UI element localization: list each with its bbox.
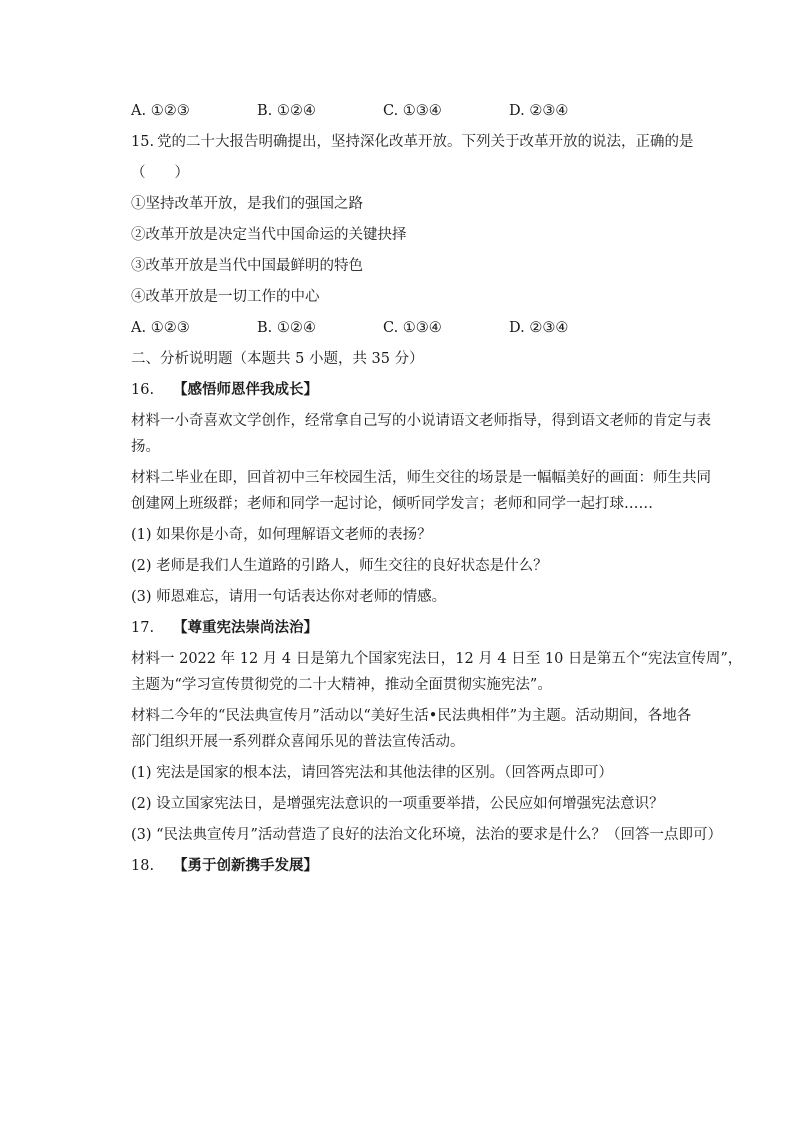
q16-line: 材料一小奇喜欢文学创作，经常拿自己写的小说请语文老师指导，得到语文老师的肯定与表 (131, 413, 711, 429)
q17-title: 【尊重宪法崇尚法治】 (173, 619, 318, 636)
option-c[interactable]: C. ①③④ (383, 103, 442, 119)
q17-heading (131, 617, 691, 648)
page-content (131, 100, 743, 886)
q15-stem: 党的二十大报告明确提出，坚持深化改革开放。下列关于改革开放的说法，正确的是 (157, 134, 694, 150)
q16-number: 16. (131, 382, 155, 398)
q15-statement-4: ④改革开放是一切工作的中心 (131, 289, 320, 305)
q18-heading (131, 855, 691, 886)
q14-options (131, 100, 691, 131)
q15-stem-line-1 (131, 131, 694, 162)
q15-options (131, 317, 691, 348)
q17-number: 17. (131, 620, 155, 636)
section-title: 二、分析说明题（本题共 5 小题，共 35 分） (131, 351, 424, 367)
q16-subquestion-2: (2) 老师是我们人生道路的引路人，师生交往的良好状态是什么？ (131, 558, 548, 574)
q16-line: 创建网上班级群；老师和同学一起讨论，倾听同学发言；老师和同学一起打球…… (131, 496, 653, 512)
option-a[interactable]: A. ①②③ (131, 320, 190, 336)
q15-statement-3: ③改革开放是当代中国最鲜明的特色 (131, 258, 363, 274)
q16-line: 材料二毕业在即，回首初中三年校园生活，师生交往的场景是一幅幅美好的画面：师生共同 (131, 470, 711, 486)
q17-subquestion-2: (2) 设立国家宪法日，是增强宪法意识的一项重要举措，公民应如何增强宪法意识？ (131, 796, 664, 812)
q15-number: 15. (131, 134, 155, 150)
option-b[interactable]: B. ①②④ (257, 103, 316, 119)
q16-subquestion-1: (1) 如果你是小奇，如何理解语文老师的表扬？ (131, 527, 432, 543)
q17-subquestion-3: (3) “民法典宣传月”活动营造了良好的法治文化环境，法治的要求是什么？（回答一点即可） (131, 827, 722, 843)
q18-title: 【勇于创新携手发展】 (173, 857, 318, 874)
option-b[interactable]: B. ①②④ (257, 320, 316, 336)
q17-line: 部门组织开展一系列群众喜闻乐见的普法宣传活动。 (131, 734, 465, 750)
q15-answer-bracket: （ ） (131, 165, 189, 181)
q15-statement-1: ①坚持改革开放，是我们的强国之路 (131, 196, 363, 212)
q16-heading (131, 379, 691, 410)
q17-line: 主题为“学习宣传贯彻党的二十大精神，推动全面贯彻实施宪法”。 (131, 677, 552, 693)
q18-number: 18. (131, 858, 155, 874)
q16-subquestion-3: (3) 师恩难忘，请用一句话表达你对老师的情感。 (131, 589, 447, 605)
q15-statement-2: ②改革开放是决定当代中国命运的关键抉择 (131, 227, 407, 243)
option-c[interactable]: C. ①③④ (383, 320, 442, 336)
option-a[interactable]: A. ①②③ (131, 103, 190, 119)
q17-line: 材料二今年的“民法典宣传月”活动以“美好生活•民法典相伴”为主题。活动期间，各地各 (131, 708, 692, 724)
option-d[interactable]: D. ②③④ (509, 320, 569, 336)
q17-line: 材料一 2022 年 12 月 4 日是第九个国家宪法日，12 月 4 日至 10 日是第五个“宪法宣传周”， (131, 651, 743, 667)
q16-line: 扬。 (131, 439, 160, 455)
option-d[interactable]: D. ②③④ (509, 103, 569, 119)
q16-title: 【感悟师恩伴我成长】 (173, 381, 318, 398)
q17-subquestion-1: (1) 宪法是国家的根本法，请回答宪法和其他法律的区别。（回答两点即可） (131, 765, 613, 781)
